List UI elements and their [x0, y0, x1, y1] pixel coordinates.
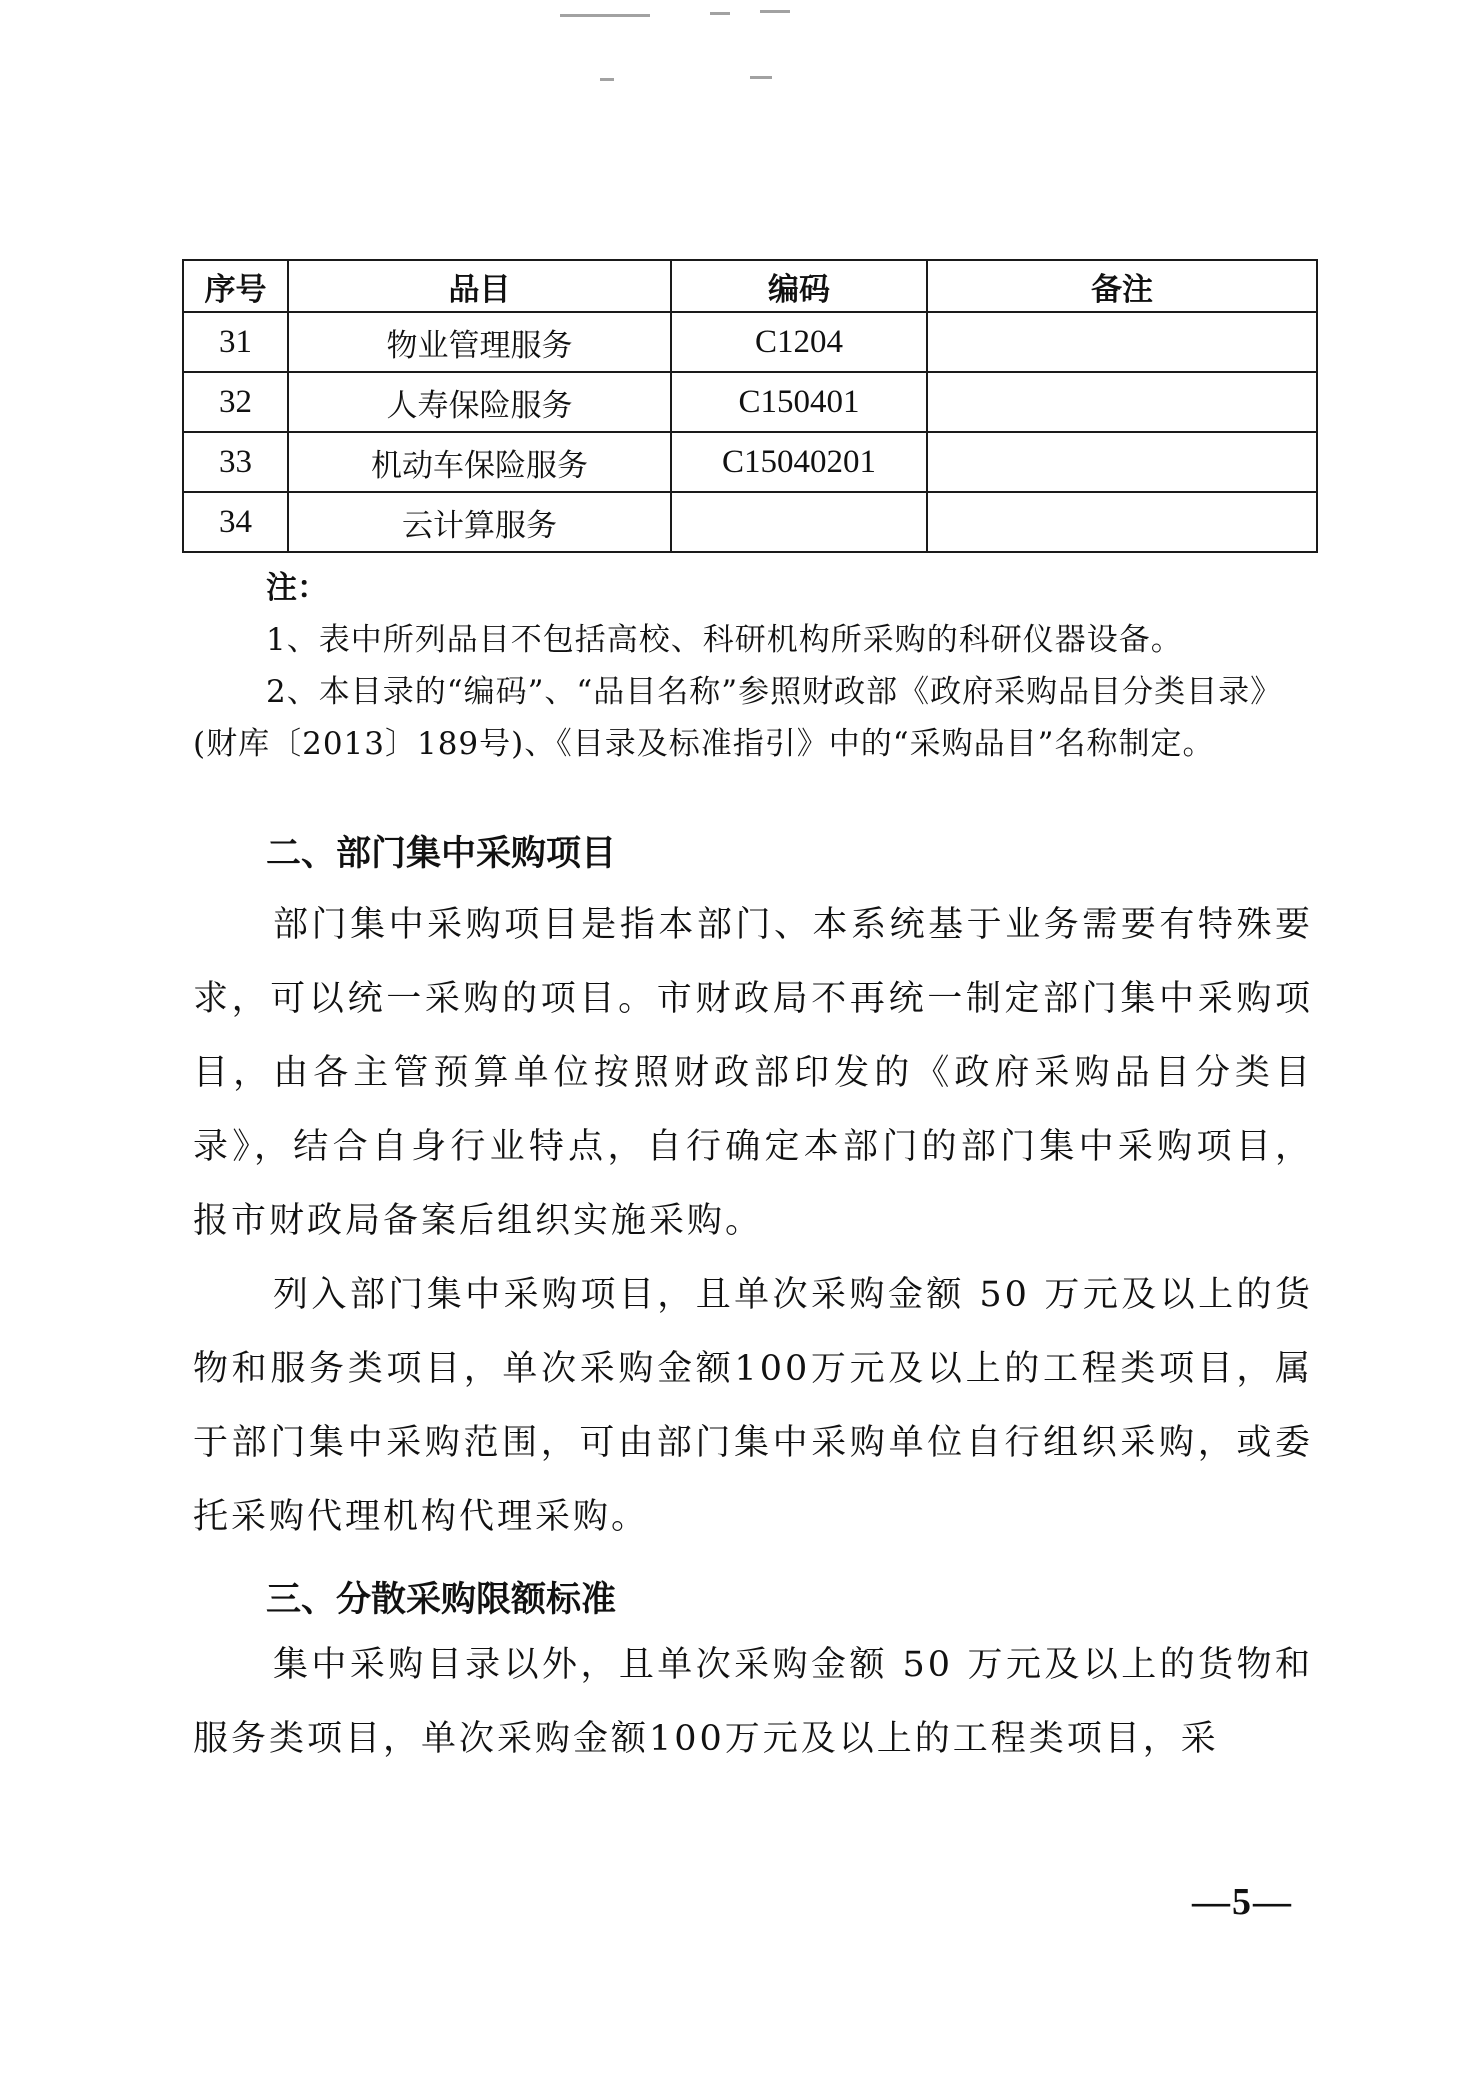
table-row	[183, 492, 1317, 552]
header-code: 编码	[671, 260, 927, 312]
section2-heading: 二、部门集中采购项目	[266, 834, 617, 874]
note-item: 2、本目录的“编码”、“品目名称”参照财政部《政府采购品目分类目录》(财库〔2013〕189号)、《目录及标准指引》中的“采购品目”名称制定。	[193, 674, 1283, 762]
cell-seq: 31	[183, 312, 288, 372]
page-number: —5—	[1192, 1881, 1293, 1923]
scan-artifacts	[560, 4, 860, 94]
table-row	[183, 372, 1317, 432]
section2-paragraph: 列入部门集中采购项目，且单次采购金额 50 万元及以上的货物和服务类项目，单次采购金额100万元及以上的工程类项目，属于部门集中采购范围，可由部门集中采购单位自行组织采购，或委托采购代理机构代理采购。	[193, 1275, 1313, 1537]
section3-heading: 三、分散采购限额标准	[266, 1580, 617, 1620]
cell-code: C150401	[671, 372, 927, 432]
cell-note	[927, 372, 1317, 432]
table-row	[183, 312, 1317, 372]
section2-paragraph: 部门集中采购项目是指本部门、本系统基于业务需要有特殊要求，可以统一采购的项目。市财政局不再统一制定部门集中采购项目，由各主管预算单位按照财政部印发的《政府采购品目分类目录》，结合自身行业特点，自行确定本部门的部门集中采购项目，报市财政局备案后组织实施采购。	[193, 905, 1313, 1241]
cell-item: 云计算服务	[288, 492, 671, 552]
header-seq: 序号	[183, 260, 288, 312]
cell-note	[927, 432, 1317, 492]
cell-seq: 32	[183, 372, 288, 432]
cell-note	[927, 492, 1317, 552]
procurement-catalog-table	[182, 259, 1318, 553]
cell-seq: 33	[183, 432, 288, 492]
table-notes	[193, 562, 1323, 770]
header-item: 品目	[288, 260, 671, 312]
cell-item: 机动车保险服务	[288, 432, 671, 492]
table-row	[183, 432, 1317, 492]
cell-seq: 34	[183, 492, 288, 552]
cell-item: 物业管理服务	[288, 312, 671, 372]
cell-code: C15040201	[671, 432, 927, 492]
cell-code	[671, 492, 927, 552]
cell-code: C1204	[671, 312, 927, 372]
cell-item: 人寿保险服务	[288, 372, 671, 432]
note-item: 1、表中所列品目不包括高校、科研机构所采购的科研仪器设备。	[266, 622, 1183, 658]
cell-note	[927, 312, 1317, 372]
notes-title: 注：	[266, 570, 328, 606]
section3-paragraph: 集中采购目录以外，且单次采购金额 50 万元及以上的货物和服务类项目，单次采购金额100万元及以上的工程类项目，采	[193, 1645, 1313, 1759]
header-note: 备注	[927, 260, 1317, 312]
table-header-row	[183, 260, 1317, 312]
